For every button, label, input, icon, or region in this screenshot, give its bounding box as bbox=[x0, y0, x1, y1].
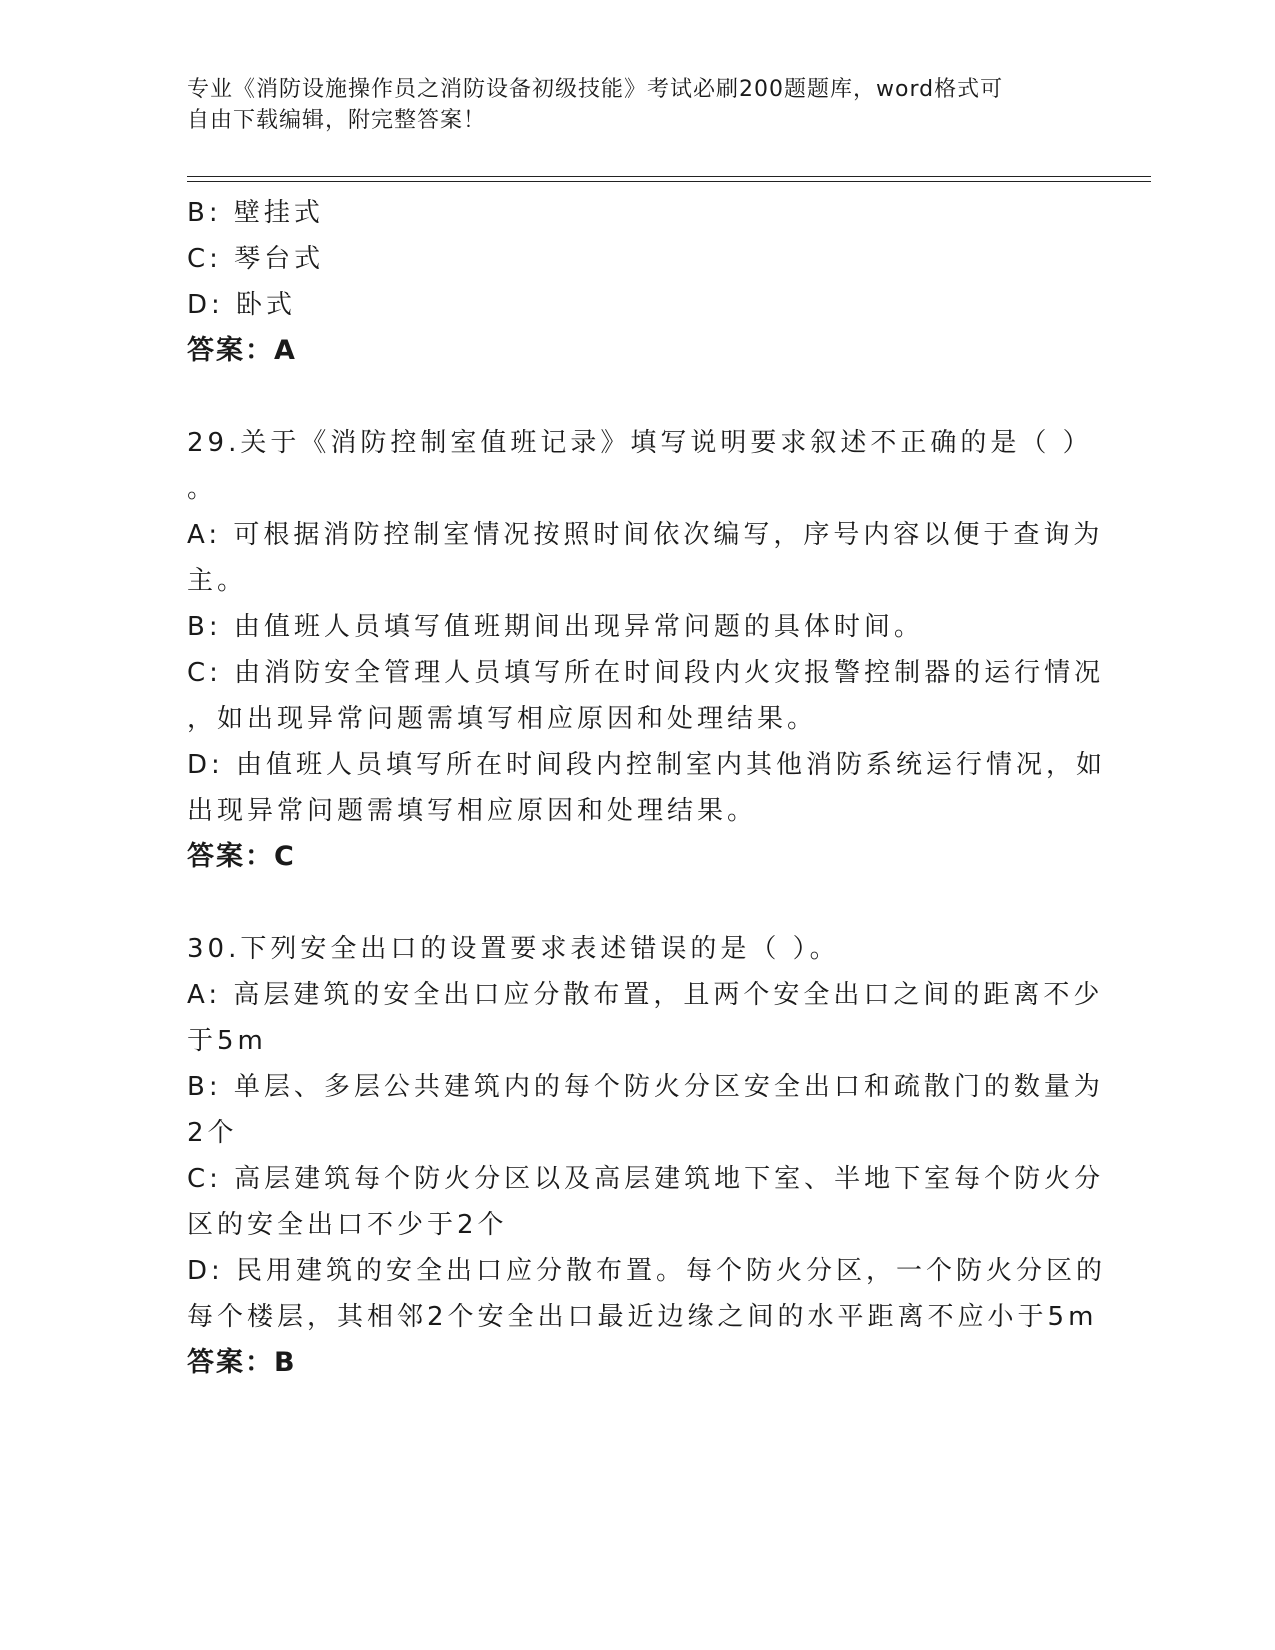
q30-option-d-line-2: 每个楼层，其相邻2个安全出口最近边缘之间的水平距离不应小于5m bbox=[187, 1302, 1098, 1332]
q30-answer: 答案：B bbox=[187, 1347, 297, 1378]
q29-stem-line-2: 。 bbox=[187, 474, 218, 504]
q29-stem-line-1: 29.关于《消防控制室值班记录》填写说明要求叙述不正确的是（ ） bbox=[187, 428, 1093, 458]
spacer bbox=[187, 880, 1067, 926]
q29-option-d-line-1: D: 由值班人员填写所在时间段内控制室内其他消防系统运行情况，如 bbox=[187, 750, 1107, 780]
q28-option-b: B: 壁挂式 bbox=[187, 198, 324, 228]
q28-option-c: C: 琴台式 bbox=[187, 244, 325, 274]
q29-option-a-line-2: 主。 bbox=[187, 566, 248, 596]
q29-option-a-line-1: A: 可根据消防控制室情况按照时间依次编写，序号内容以便于查询为 bbox=[187, 520, 1104, 550]
question-29 bbox=[187, 420, 1107, 880]
q29-option-b: B: 由值班人员填写值班期间出现异常问题的具体时间。 bbox=[187, 612, 924, 642]
q30-option-c-line-2: 区的安全出口不少于2个 bbox=[187, 1210, 508, 1240]
header-divider-bottom bbox=[187, 181, 1151, 182]
question-30 bbox=[187, 926, 1107, 1386]
q30-option-a-line-1: A: 高层建筑的安全出口应分散布置，且两个安全出口之间的距离不少 bbox=[187, 980, 1104, 1010]
q29-answer: 答案：C bbox=[187, 841, 296, 872]
question-body bbox=[187, 190, 1107, 1386]
spacer bbox=[187, 374, 1067, 420]
header-line-2: 自由下载编辑，附完整答案！ bbox=[187, 108, 487, 133]
q28-option-d: D: 卧式 bbox=[187, 290, 297, 320]
q30-option-c-line-1: C: 高层建筑每个防火分区以及高层建筑地下室、半地下室每个防火分 bbox=[187, 1164, 1105, 1194]
q30-option-a-line-2: 于5m bbox=[187, 1026, 267, 1056]
q30-stem: 30.下列安全出口的设置要求表述错误的是（ ）。 bbox=[187, 934, 840, 964]
q30-option-b-line-1: B: 单层、多层公共建筑内的每个防火分区安全出口和疏散门的数量为 bbox=[187, 1072, 1104, 1102]
q29-option-c-line-2: ，如出现异常问题需填写相应原因和处理结果。 bbox=[187, 704, 818, 734]
question-28-tail bbox=[187, 190, 1067, 374]
header-line-1: 专业《消防设施操作员之消防设备初级技能》考试必刷200题题库，word格式可 bbox=[187, 77, 1004, 102]
q30-option-d-line-1: D: 民用建筑的安全出口应分散布置。每个防火分区，一个防火分区的 bbox=[187, 1256, 1107, 1286]
q29-option-d-line-2: 出现异常问题需填写相应原因和处理结果。 bbox=[187, 796, 758, 826]
header-divider-top bbox=[187, 176, 1151, 177]
document-header bbox=[187, 74, 1067, 136]
q30-option-b-line-2: 2个 bbox=[187, 1118, 238, 1148]
q28-answer: 答案：A bbox=[187, 335, 297, 366]
q29-option-c-line-1: C: 由消防安全管理人员填写所在时间段内火灾报警控制器的运行情况 bbox=[187, 658, 1105, 688]
